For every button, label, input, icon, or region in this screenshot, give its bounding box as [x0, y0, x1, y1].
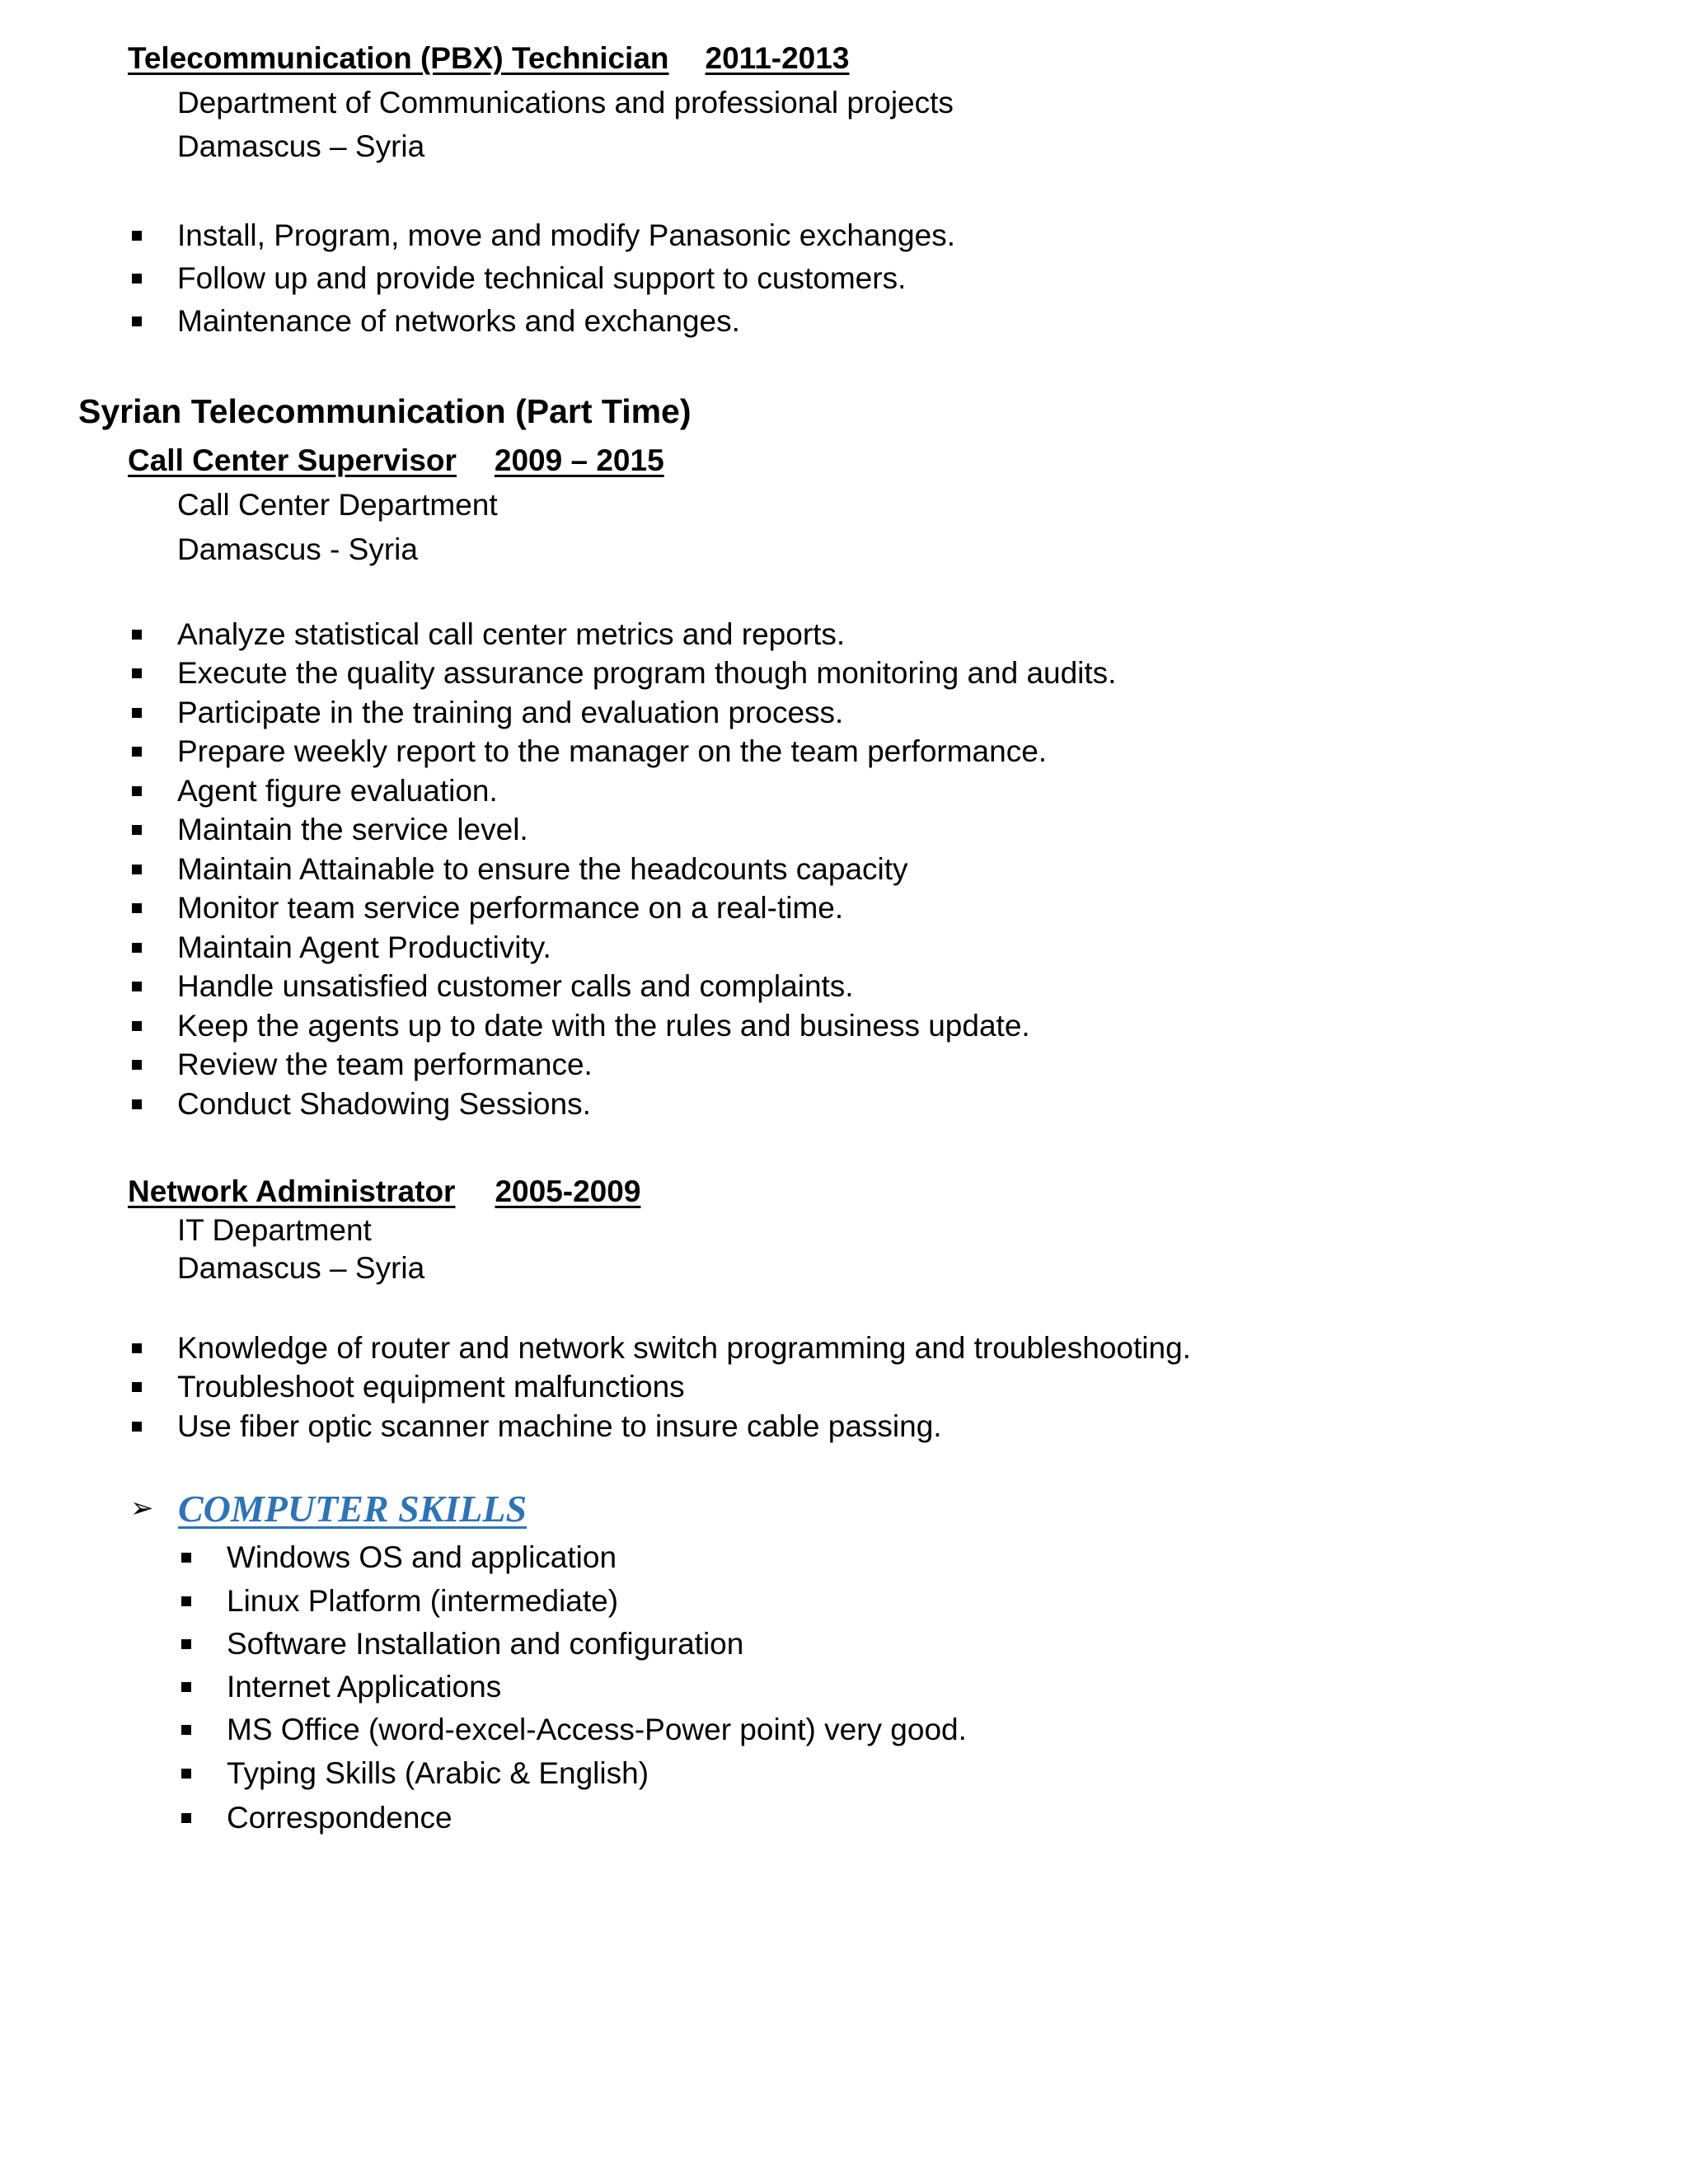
- square-bullet-icon: [181, 1553, 191, 1563]
- duty-text: Knowledge of router and network switch programming and troubleshooting.: [177, 1331, 1191, 1365]
- square-bullet-icon: [132, 274, 142, 284]
- job-title-text: Telecommunication (PBX) Technician: [128, 41, 669, 75]
- organization-heading: Syrian Telecommunication (Part Time): [78, 392, 692, 430]
- duty-text: Maintain the service level.: [177, 813, 528, 846]
- arrowhead-bullet-icon: ➢: [130, 1492, 154, 1525]
- square-bullet-icon: [181, 1725, 191, 1735]
- list-item: [181, 1669, 502, 1705]
- list-item: [132, 616, 846, 653]
- square-bullet-icon: [181, 1639, 191, 1649]
- list-item: [181, 1583, 619, 1619]
- duty-text: Monitor team service performance on a real-time.: [177, 891, 844, 925]
- duty-text: Maintenance of networks and exchanges.: [177, 304, 740, 338]
- square-bullet-icon: [132, 668, 142, 678]
- square-bullet-icon: [132, 1422, 142, 1432]
- square-bullet-icon: [132, 708, 142, 718]
- job-title-text: Network Administrator: [128, 1174, 456, 1208]
- square-bullet-icon: [132, 943, 142, 953]
- square-bullet-icon: [132, 903, 142, 913]
- square-bullet-icon: [132, 1099, 142, 1109]
- job-location: Damascus – Syria: [177, 129, 425, 163]
- duty-text: Use fiber optic scanner machine to insure cable passing.: [177, 1409, 942, 1443]
- job-years: 2005-2009: [495, 1174, 641, 1208]
- list-item: [132, 655, 1117, 691]
- duty-text: Prepare weekly report to the manager on the team performance.: [177, 734, 1048, 768]
- list-item: [181, 1540, 617, 1576]
- list-item: [132, 1086, 591, 1122]
- list-item: [132, 1369, 685, 1405]
- square-bullet-icon: [181, 1769, 191, 1779]
- skill-text: Software Installation and configuration: [227, 1627, 744, 1661]
- job-department: Department of Communications and professional projects: [177, 86, 954, 120]
- square-bullet-icon: [132, 982, 142, 991]
- square-bullet-icon: [132, 630, 142, 640]
- list-item: [132, 1330, 1191, 1366]
- job-title-pbx-technician: [128, 41, 849, 76]
- list-item: [132, 260, 907, 297]
- duty-text: Follow up and provide technical support to customers.: [177, 261, 907, 295]
- list-item: [132, 695, 844, 731]
- duty-text: Handle unsatisfied customer calls and complaints.: [177, 969, 854, 1003]
- job-department: Call Center Department: [177, 488, 498, 522]
- square-bullet-icon: [132, 825, 142, 835]
- skill-text: MS Office (word-excel-Access-Power point) very good.: [227, 1713, 967, 1746]
- job-title-network-administrator: [128, 1174, 673, 1209]
- skill-text: Typing Skills (Arabic & English): [227, 1756, 649, 1790]
- skill-text: Windows OS and application: [227, 1540, 617, 1574]
- duty-text: Participate in the training and evaluation process.: [177, 696, 844, 729]
- duty-text: Conduct Shadowing Sessions.: [177, 1087, 591, 1121]
- list-item: [132, 303, 740, 340]
- square-bullet-icon: [132, 1060, 142, 1070]
- duty-text: Agent figure evaluation.: [177, 774, 498, 808]
- square-bullet-icon: [132, 865, 142, 874]
- job-title-call-center-supervisor: [128, 443, 664, 478]
- list-item: [132, 930, 551, 966]
- duty-text: Keep the agents up to date with the rules and business update.: [177, 1009, 1030, 1043]
- list-item: [132, 1047, 593, 1083]
- section-heading-text: COMPUTER SKILLS: [178, 1487, 528, 1530]
- skill-text: Linux Platform (intermediate): [227, 1584, 619, 1618]
- duty-text: Maintain Attainable to ensure the headcounts capacity: [177, 852, 908, 886]
- list-item: [181, 1626, 744, 1662]
- job-years: 2009 – 2015: [494, 443, 664, 477]
- duty-text: Install, Program, move and modify Panasonic exchanges.: [177, 218, 955, 252]
- job-years: 2011-2013: [705, 41, 850, 75]
- list-item: [181, 1800, 452, 1836]
- square-bullet-icon: [132, 1343, 142, 1353]
- list-item: [132, 733, 1048, 770]
- job-location: Damascus – Syria: [177, 1251, 425, 1285]
- square-bullet-icon: [132, 1382, 142, 1392]
- job-location: Damascus - Syria: [177, 532, 418, 566]
- duty-text: Troubleshoot equipment malfunctions: [177, 1370, 685, 1404]
- list-item: [181, 1755, 649, 1792]
- square-bullet-icon: [132, 316, 142, 326]
- job-title-text: Call Center Supervisor: [128, 443, 457, 477]
- list-item: [132, 851, 908, 888]
- square-bullet-icon: [132, 786, 142, 796]
- skill-text: Correspondence: [227, 1801, 452, 1835]
- square-bullet-icon: [132, 231, 142, 241]
- duty-text: Review the team performance.: [177, 1047, 593, 1081]
- list-item: [132, 890, 844, 926]
- square-bullet-icon: [181, 1813, 191, 1823]
- square-bullet-icon: [132, 1021, 142, 1031]
- skill-text: Internet Applications: [227, 1670, 502, 1704]
- list-item: [132, 1008, 1030, 1044]
- list-item: [132, 773, 498, 809]
- square-bullet-icon: [181, 1596, 191, 1606]
- square-bullet-icon: [181, 1682, 191, 1692]
- computer-skills-heading: [130, 1483, 707, 1533]
- list-item: [132, 812, 528, 848]
- square-bullet-icon: [132, 747, 142, 757]
- duty-text: Maintain Agent Productivity.: [177, 930, 551, 964]
- list-item: [132, 1408, 942, 1445]
- list-item: [132, 968, 854, 1005]
- duty-text: Analyze statistical call center metrics and reports.: [177, 617, 846, 651]
- duty-text: Execute the quality assurance program though monitoring and audits.: [177, 656, 1117, 690]
- list-item: [181, 1712, 967, 1748]
- title-underline-trail: [640, 1174, 673, 1209]
- list-item: [132, 218, 955, 254]
- job-department: IT Department: [177, 1213, 372, 1247]
